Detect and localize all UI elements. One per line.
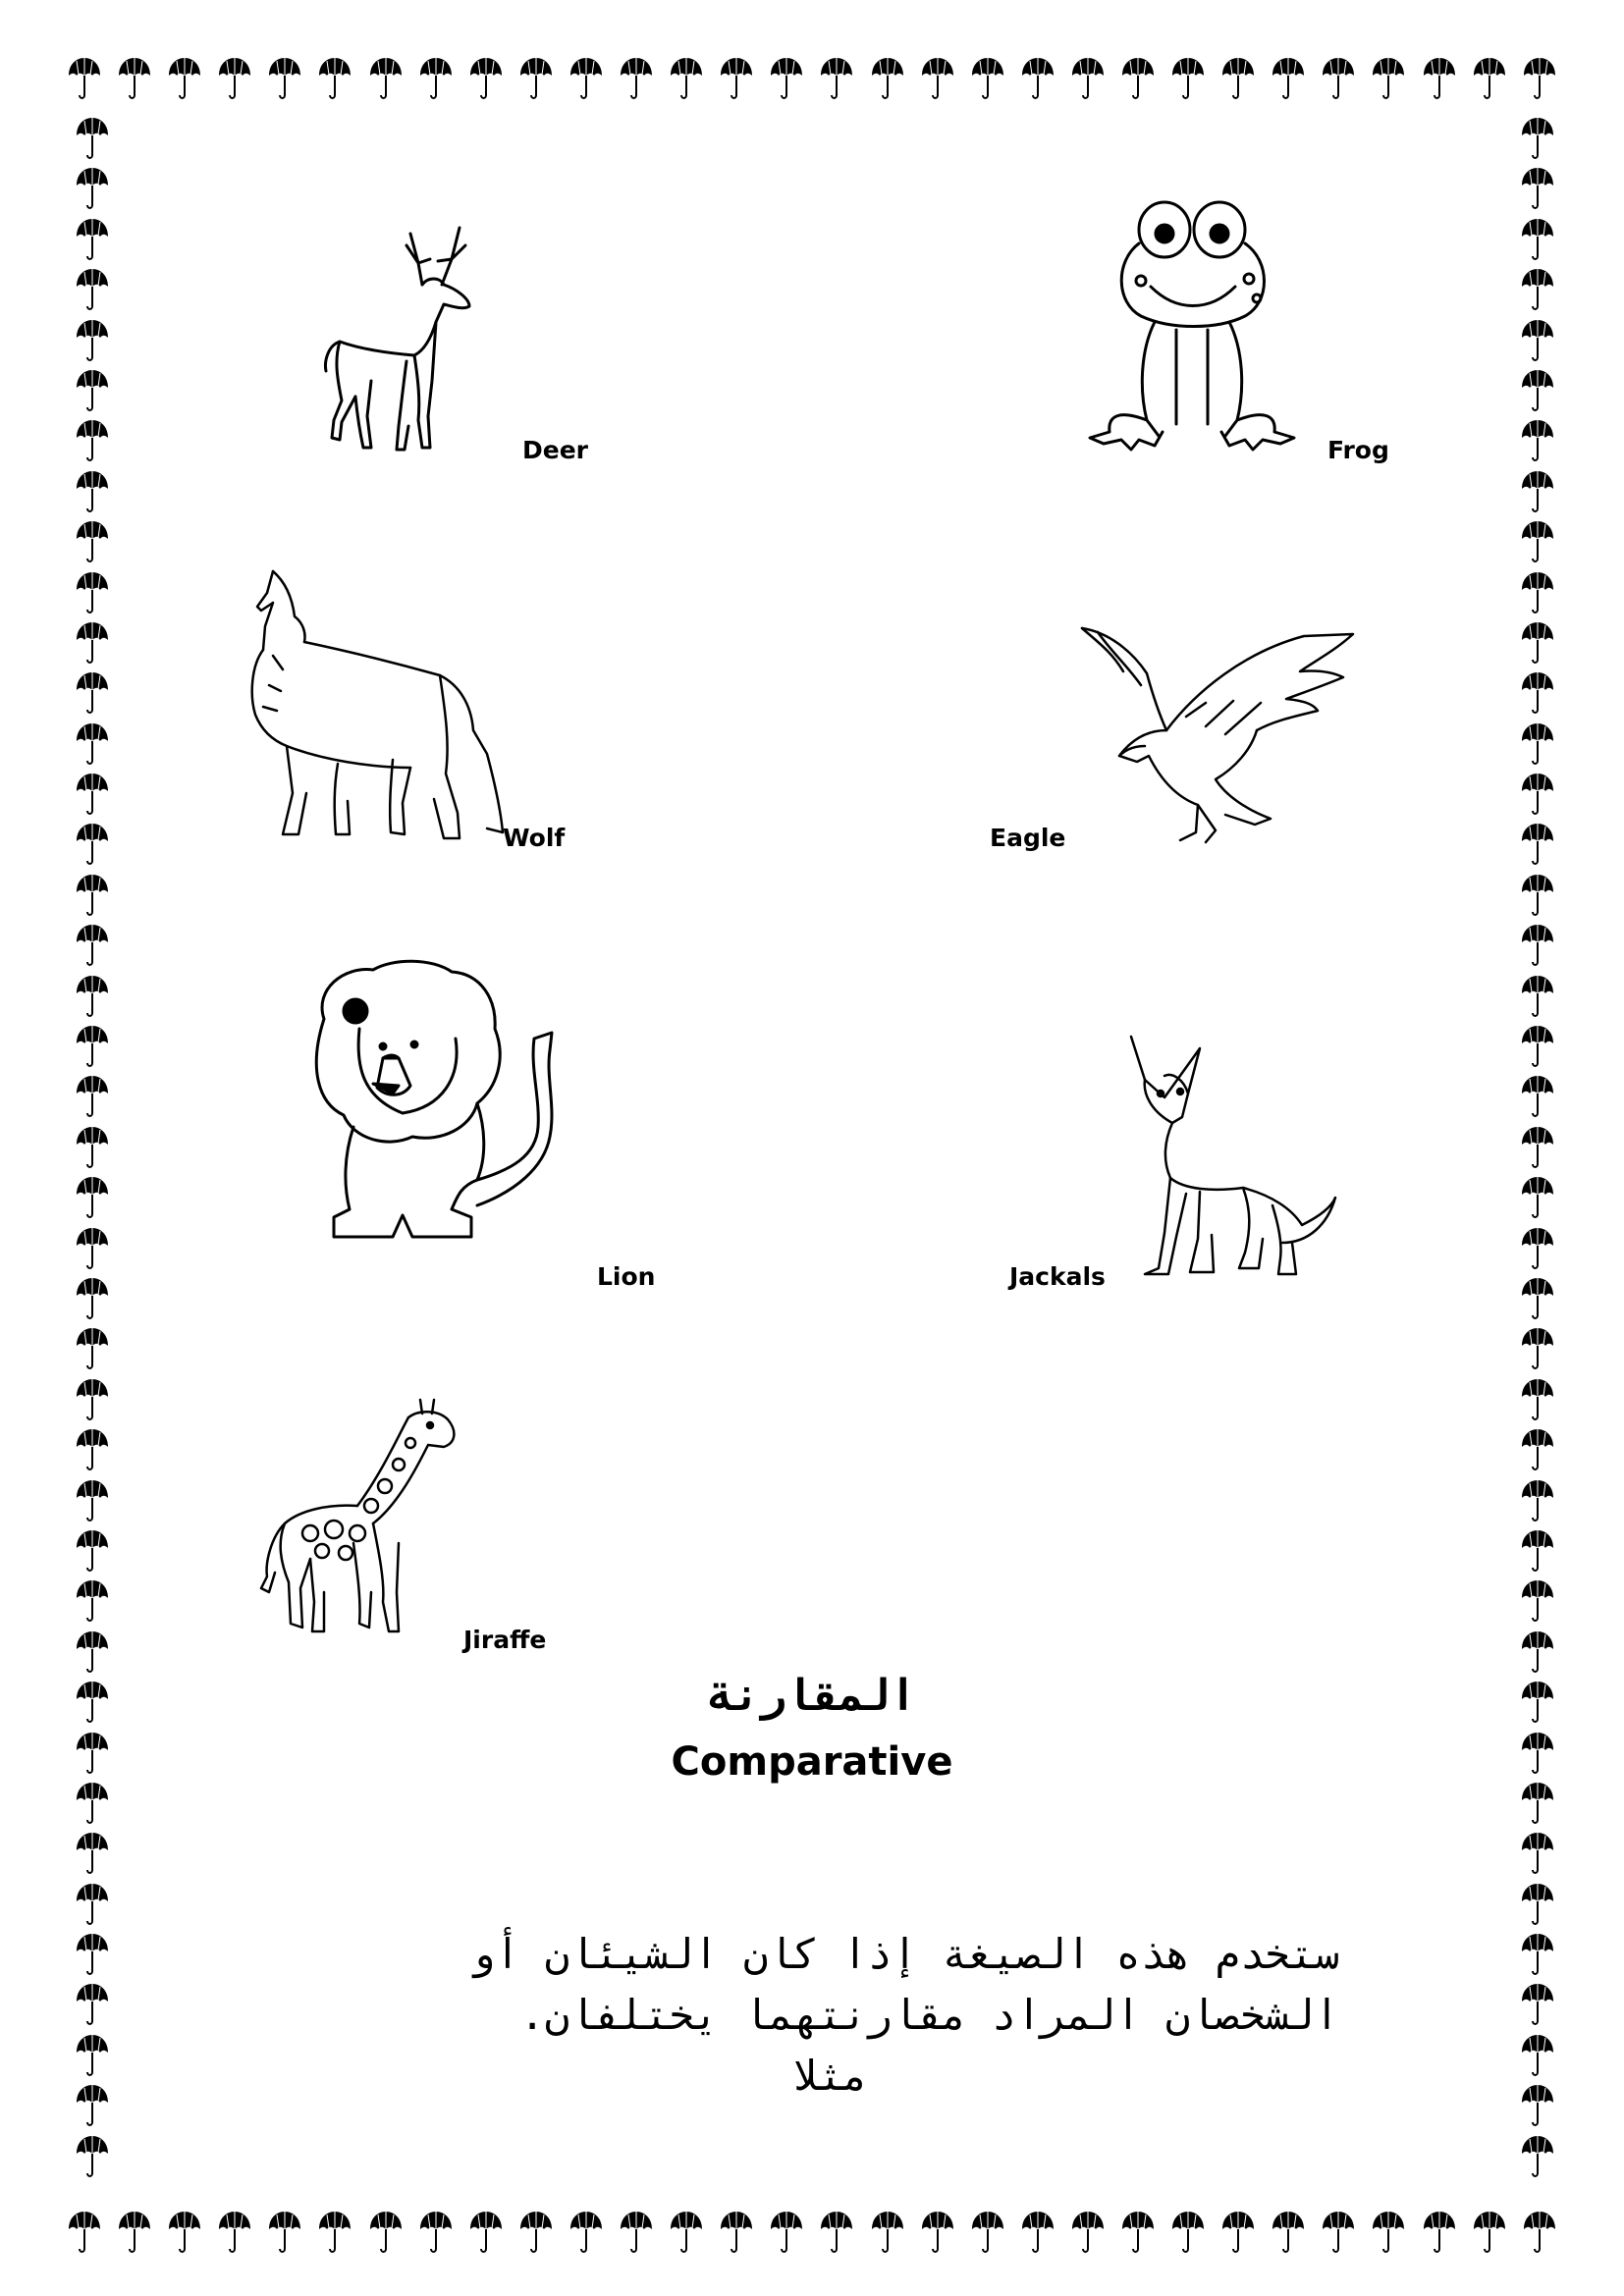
umbrella-icon bbox=[75, 772, 110, 817]
umbrella-icon bbox=[920, 56, 955, 101]
umbrella-icon bbox=[1520, 519, 1555, 564]
umbrella-icon bbox=[1520, 1377, 1555, 1422]
animal-label-jiraffe: Jiraffe bbox=[463, 1626, 547, 1654]
umbrella-icon bbox=[1271, 2210, 1306, 2255]
umbrella-icon bbox=[67, 56, 102, 101]
explanation-line-1: ستخدم هذه الصيغة إذا كان الشيئان أو bbox=[469, 1930, 1339, 1978]
umbrella-icon bbox=[75, 2033, 110, 2078]
umbrella-icon bbox=[1120, 56, 1156, 101]
umbrella-icon bbox=[970, 2210, 1005, 2255]
umbrella-icon bbox=[75, 1175, 110, 1220]
umbrella-icon bbox=[1220, 2210, 1256, 2255]
umbrella-icon bbox=[75, 1932, 110, 1977]
umbrella-icon bbox=[75, 368, 110, 413]
umbrella-icon bbox=[1170, 2210, 1206, 2255]
border-top bbox=[67, 51, 1557, 106]
umbrella-icon bbox=[1520, 166, 1555, 211]
umbrella-icon bbox=[870, 56, 905, 101]
heading-arabic: المقارنة bbox=[708, 1671, 916, 1721]
umbrella-icon bbox=[167, 2210, 202, 2255]
umbrella-icon bbox=[1520, 1427, 1555, 1472]
umbrella-icon bbox=[619, 2210, 654, 2255]
umbrella-icon bbox=[75, 2134, 110, 2179]
umbrella-icon bbox=[1522, 56, 1557, 101]
umbrella-icon bbox=[368, 2210, 404, 2255]
umbrella-icon bbox=[669, 2210, 704, 2255]
umbrella-icon bbox=[518, 56, 554, 101]
umbrella-icon bbox=[468, 56, 504, 101]
umbrella-icon bbox=[75, 1882, 110, 1927]
giraffe-drawing bbox=[251, 1396, 460, 1641]
umbrella-icon bbox=[920, 2210, 955, 2255]
umbrella-icon bbox=[719, 2210, 754, 2255]
explanation-line-2: الشخصان المراد مقارنتهما يختلفان. bbox=[519, 1991, 1339, 2039]
umbrella-icon bbox=[1472, 56, 1507, 101]
deer-drawing bbox=[312, 224, 528, 459]
umbrella-icon bbox=[1520, 1932, 1555, 1977]
umbrella-icon bbox=[1520, 2033, 1555, 2078]
umbrella-icon bbox=[1422, 2210, 1457, 2255]
umbrella-icon bbox=[1520, 469, 1555, 514]
umbrella-icon bbox=[75, 1125, 110, 1170]
umbrella-icon bbox=[1520, 923, 1555, 968]
umbrella-icon bbox=[1520, 1882, 1555, 1927]
umbrella-icon bbox=[368, 56, 404, 101]
umbrella-icon bbox=[719, 56, 754, 101]
umbrella-icon bbox=[75, 1478, 110, 1523]
umbrella-icon bbox=[75, 116, 110, 161]
umbrella-icon bbox=[568, 56, 604, 101]
umbrella-icon bbox=[1120, 2210, 1156, 2255]
umbrella-icon bbox=[75, 1377, 110, 1422]
umbrella-icon bbox=[518, 2210, 554, 2255]
umbrella-icon bbox=[75, 1024, 110, 1069]
umbrella-icon bbox=[1520, 1276, 1555, 1321]
umbrella-icon bbox=[1520, 1326, 1555, 1371]
umbrella-icon bbox=[75, 670, 110, 716]
umbrella-icon bbox=[1520, 570, 1555, 615]
umbrella-icon bbox=[1070, 56, 1106, 101]
border-left bbox=[65, 116, 120, 2179]
umbrella-icon bbox=[75, 1982, 110, 2027]
umbrella-icon bbox=[568, 2210, 604, 2255]
explanation-text bbox=[240, 1924, 1339, 2107]
animal-label-deer: Deer bbox=[522, 436, 588, 464]
umbrella-icon bbox=[75, 166, 110, 211]
umbrella-icon bbox=[75, 2083, 110, 2128]
umbrella-icon bbox=[1371, 56, 1406, 101]
umbrella-icon bbox=[75, 318, 110, 363]
explanation-line-3: مثلا bbox=[793, 2052, 868, 2100]
umbrella-icon bbox=[1520, 1629, 1555, 1675]
animal-label-lion: Lion bbox=[597, 1262, 656, 1291]
animal-label-wolf: Wolf bbox=[503, 824, 566, 852]
umbrella-icon bbox=[1520, 620, 1555, 666]
umbrella-icon bbox=[819, 2210, 854, 2255]
umbrella-icon bbox=[1520, 1528, 1555, 1574]
lion-drawing bbox=[304, 960, 581, 1247]
umbrella-icon bbox=[75, 418, 110, 463]
umbrella-icon bbox=[1520, 217, 1555, 262]
umbrella-icon bbox=[1520, 822, 1555, 867]
umbrella-icon bbox=[1220, 56, 1256, 101]
umbrella-icon bbox=[1321, 56, 1356, 101]
umbrella-icon bbox=[1520, 1781, 1555, 1826]
umbrella-icon bbox=[1520, 1226, 1555, 1271]
umbrella-icon bbox=[769, 2210, 804, 2255]
umbrella-icon bbox=[1520, 974, 1555, 1019]
umbrella-icon bbox=[1070, 2210, 1106, 2255]
umbrella-icon bbox=[75, 1578, 110, 1624]
umbrella-icon bbox=[1520, 1578, 1555, 1624]
umbrella-icon bbox=[1321, 2210, 1356, 2255]
umbrella-icon bbox=[468, 2210, 504, 2255]
umbrella-icon bbox=[1520, 318, 1555, 363]
umbrella-icon bbox=[75, 1781, 110, 1826]
umbrella-icon bbox=[267, 56, 302, 101]
umbrella-icon bbox=[1422, 56, 1457, 101]
frog-drawing bbox=[1082, 192, 1318, 457]
umbrella-icon bbox=[418, 56, 454, 101]
umbrella-icon bbox=[75, 1427, 110, 1472]
border-right bbox=[1510, 116, 1565, 2179]
umbrella-icon bbox=[1520, 1831, 1555, 1876]
umbrella-icon bbox=[75, 1528, 110, 1574]
umbrella-icon bbox=[1520, 873, 1555, 918]
animal-label-frog: Frog bbox=[1327, 436, 1389, 464]
umbrella-icon bbox=[1271, 56, 1306, 101]
umbrella-icon bbox=[1520, 1175, 1555, 1220]
umbrella-icon bbox=[1020, 56, 1056, 101]
umbrella-icon bbox=[1520, 368, 1555, 413]
umbrella-icon bbox=[619, 56, 654, 101]
umbrella-icon bbox=[75, 570, 110, 615]
umbrella-icon bbox=[75, 267, 110, 312]
umbrella-icon bbox=[117, 2210, 152, 2255]
umbrella-icon bbox=[970, 56, 1005, 101]
umbrella-icon bbox=[1520, 670, 1555, 716]
umbrella-icon bbox=[167, 56, 202, 101]
umbrella-icon bbox=[819, 56, 854, 101]
umbrella-icon bbox=[1520, 1478, 1555, 1523]
eagle-drawing bbox=[1078, 622, 1363, 850]
umbrella-icon bbox=[75, 1074, 110, 1119]
umbrella-icon bbox=[1520, 418, 1555, 463]
umbrella-icon bbox=[67, 2210, 102, 2255]
umbrella-icon bbox=[217, 2210, 252, 2255]
umbrella-icon bbox=[1520, 2083, 1555, 2128]
animal-label-jackals: Jackals bbox=[1009, 1262, 1106, 1291]
jackal-drawing bbox=[1125, 1033, 1341, 1290]
umbrella-icon bbox=[317, 56, 352, 101]
umbrella-icon bbox=[1520, 1074, 1555, 1119]
umbrella-icon bbox=[75, 822, 110, 867]
umbrella-icon bbox=[75, 1276, 110, 1321]
umbrella-icon bbox=[1520, 116, 1555, 161]
border-bottom bbox=[67, 2205, 1557, 2260]
umbrella-icon bbox=[1520, 772, 1555, 817]
umbrella-icon bbox=[870, 2210, 905, 2255]
umbrella-icon bbox=[75, 1226, 110, 1271]
umbrella-icon bbox=[267, 2210, 302, 2255]
umbrella-icon bbox=[1170, 56, 1206, 101]
umbrella-icon bbox=[75, 217, 110, 262]
umbrella-icon bbox=[1522, 2210, 1557, 2255]
umbrella-icon bbox=[75, 923, 110, 968]
umbrella-icon bbox=[75, 519, 110, 564]
wolf-drawing bbox=[244, 567, 509, 848]
umbrella-icon bbox=[1520, 1982, 1555, 2027]
umbrella-icon bbox=[75, 1831, 110, 1876]
umbrella-icon bbox=[1520, 721, 1555, 767]
umbrella-icon bbox=[669, 56, 704, 101]
umbrella-icon bbox=[1020, 2210, 1056, 2255]
umbrella-icon bbox=[1520, 267, 1555, 312]
umbrella-icon bbox=[75, 974, 110, 1019]
umbrella-icon bbox=[769, 56, 804, 101]
umbrella-icon bbox=[75, 1629, 110, 1675]
animal-label-eagle: Eagle bbox=[990, 824, 1066, 852]
umbrella-icon bbox=[75, 873, 110, 918]
umbrella-icon bbox=[1520, 1024, 1555, 1069]
umbrella-icon bbox=[1472, 2210, 1507, 2255]
umbrella-icon bbox=[1520, 1125, 1555, 1170]
umbrella-icon bbox=[75, 469, 110, 514]
umbrella-icon bbox=[217, 56, 252, 101]
umbrella-icon bbox=[418, 2210, 454, 2255]
heading-english: Comparative bbox=[671, 1739, 953, 1785]
umbrella-icon bbox=[317, 2210, 352, 2255]
umbrella-icon bbox=[75, 1326, 110, 1371]
umbrella-icon bbox=[1520, 2134, 1555, 2179]
umbrella-icon bbox=[75, 721, 110, 767]
umbrella-icon bbox=[117, 56, 152, 101]
umbrella-icon bbox=[75, 620, 110, 666]
umbrella-icon bbox=[1371, 2210, 1406, 2255]
